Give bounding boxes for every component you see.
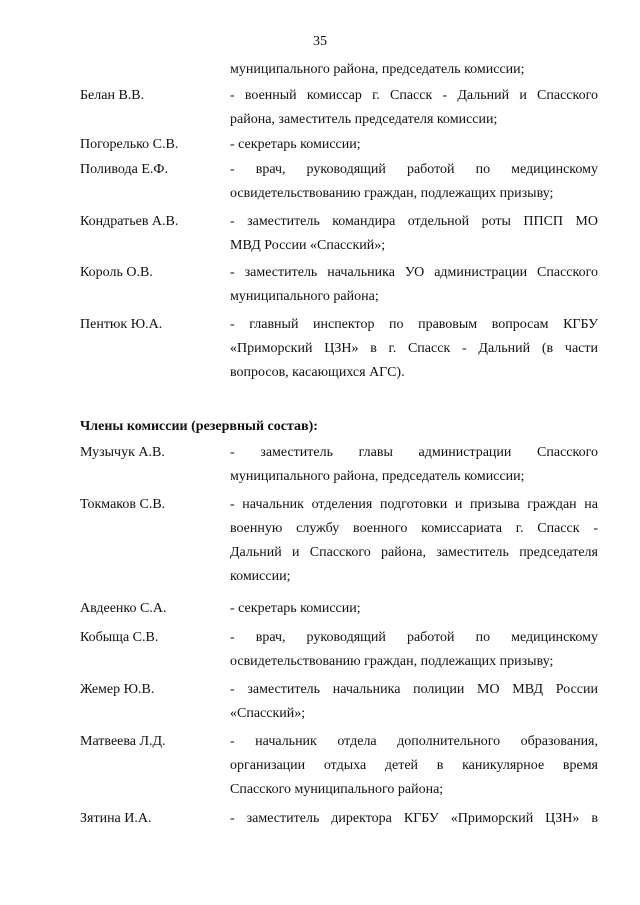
- member-name: Пентюк Ю.А.: [80, 317, 163, 332]
- role-line: - секретарь комиссии;: [230, 137, 361, 152]
- role-line: - заместитель командира отдельной роты ППСП МО: [230, 214, 598, 229]
- role-line: комиссии;: [230, 569, 291, 584]
- role-line: организации отдыха детей в каникулярное время: [230, 758, 598, 773]
- role-line: «Спасский»;: [230, 706, 306, 721]
- member-name: Кондратьев А.В.: [80, 214, 179, 229]
- role-line: района, заместитель председателя комиссии;: [230, 112, 498, 127]
- member-name: Кобыща С.В.: [80, 630, 159, 645]
- role-line: вопросов, касающихся АГС).: [230, 365, 405, 380]
- member-role: [230, 162, 598, 210]
- role-line: - секретарь комиссии;: [230, 601, 361, 616]
- member-name: Король О.В.: [80, 265, 153, 280]
- reserve-heading: Члены комиссии (резервный состав):: [80, 419, 318, 434]
- role-line: МВД России «Спасский»;: [230, 238, 386, 253]
- role-line: муниципального района, председатель комиссии;: [230, 469, 525, 484]
- member-name: Поливода Е.Ф.: [80, 162, 168, 177]
- member-name: Зятина И.А.: [80, 811, 152, 826]
- member-role: [230, 497, 598, 593]
- role-line: - военный комиссар г. Спасск - Дальний и Спасского: [230, 88, 598, 103]
- role-line: - врач, руководящий работой по медицинскому: [230, 630, 598, 645]
- role-line: - заместитель директора КГБУ «Приморский ЦЗН» в: [230, 811, 598, 826]
- member-name: Матвеева Л.Д.: [80, 734, 166, 749]
- role-line: - заместитель главы администрации Спасского: [230, 445, 598, 460]
- role-line: - заместитель начальника полиции МО МВД России: [230, 682, 598, 697]
- role-line: - начальник отделения подготовки и призыва граждан на: [230, 497, 598, 512]
- member-role: [230, 214, 598, 262]
- member-role: [230, 137, 598, 161]
- role-line: - заместитель начальника УО администрации Спасского: [230, 265, 598, 280]
- member-role: [230, 682, 598, 730]
- role-line: освидетельствованию граждан, подлежащих призыву;: [230, 654, 554, 669]
- member-name: Погорелько С.В.: [80, 137, 179, 152]
- member-role: [230, 630, 598, 678]
- member-role: [230, 734, 598, 806]
- member-role: [230, 317, 598, 389]
- member-name: Музычук А.В.: [80, 445, 165, 460]
- role-line: освидетельствованию граждан, подлежащих призыву;: [230, 186, 554, 201]
- member-role: [230, 445, 598, 493]
- member-name: Белан В.В.: [80, 88, 145, 103]
- role-line: Спасского муниципального района;: [230, 782, 444, 797]
- member-role: [230, 811, 598, 835]
- member-role: [230, 601, 598, 625]
- role-line: - главный инспектор по правовым вопросам КГБУ: [230, 317, 598, 332]
- role-line: военную службу военного комиссариата г. Спасск -: [230, 521, 598, 536]
- member-role: [230, 88, 598, 136]
- page-number: 35: [313, 34, 327, 49]
- continuation-line: муниципального района, председатель комиссии;: [230, 62, 525, 77]
- member-name: Авдеенко С.А.: [80, 601, 167, 616]
- member-name: Жемер Ю.В.: [80, 682, 155, 697]
- role-line: муниципального района;: [230, 289, 379, 304]
- role-line: - начальник отдела дополнительного образования,: [230, 734, 598, 749]
- role-line: «Приморский ЦЗН» в г. Спасск - Дальний (в части: [230, 341, 598, 356]
- member-name: Токмаков С.В.: [80, 497, 166, 512]
- role-line: Дальний и Спасского района, заместитель председателя: [230, 545, 598, 560]
- member-role: [230, 265, 598, 313]
- role-line: - врач, руководящий работой по медицинскому: [230, 162, 598, 177]
